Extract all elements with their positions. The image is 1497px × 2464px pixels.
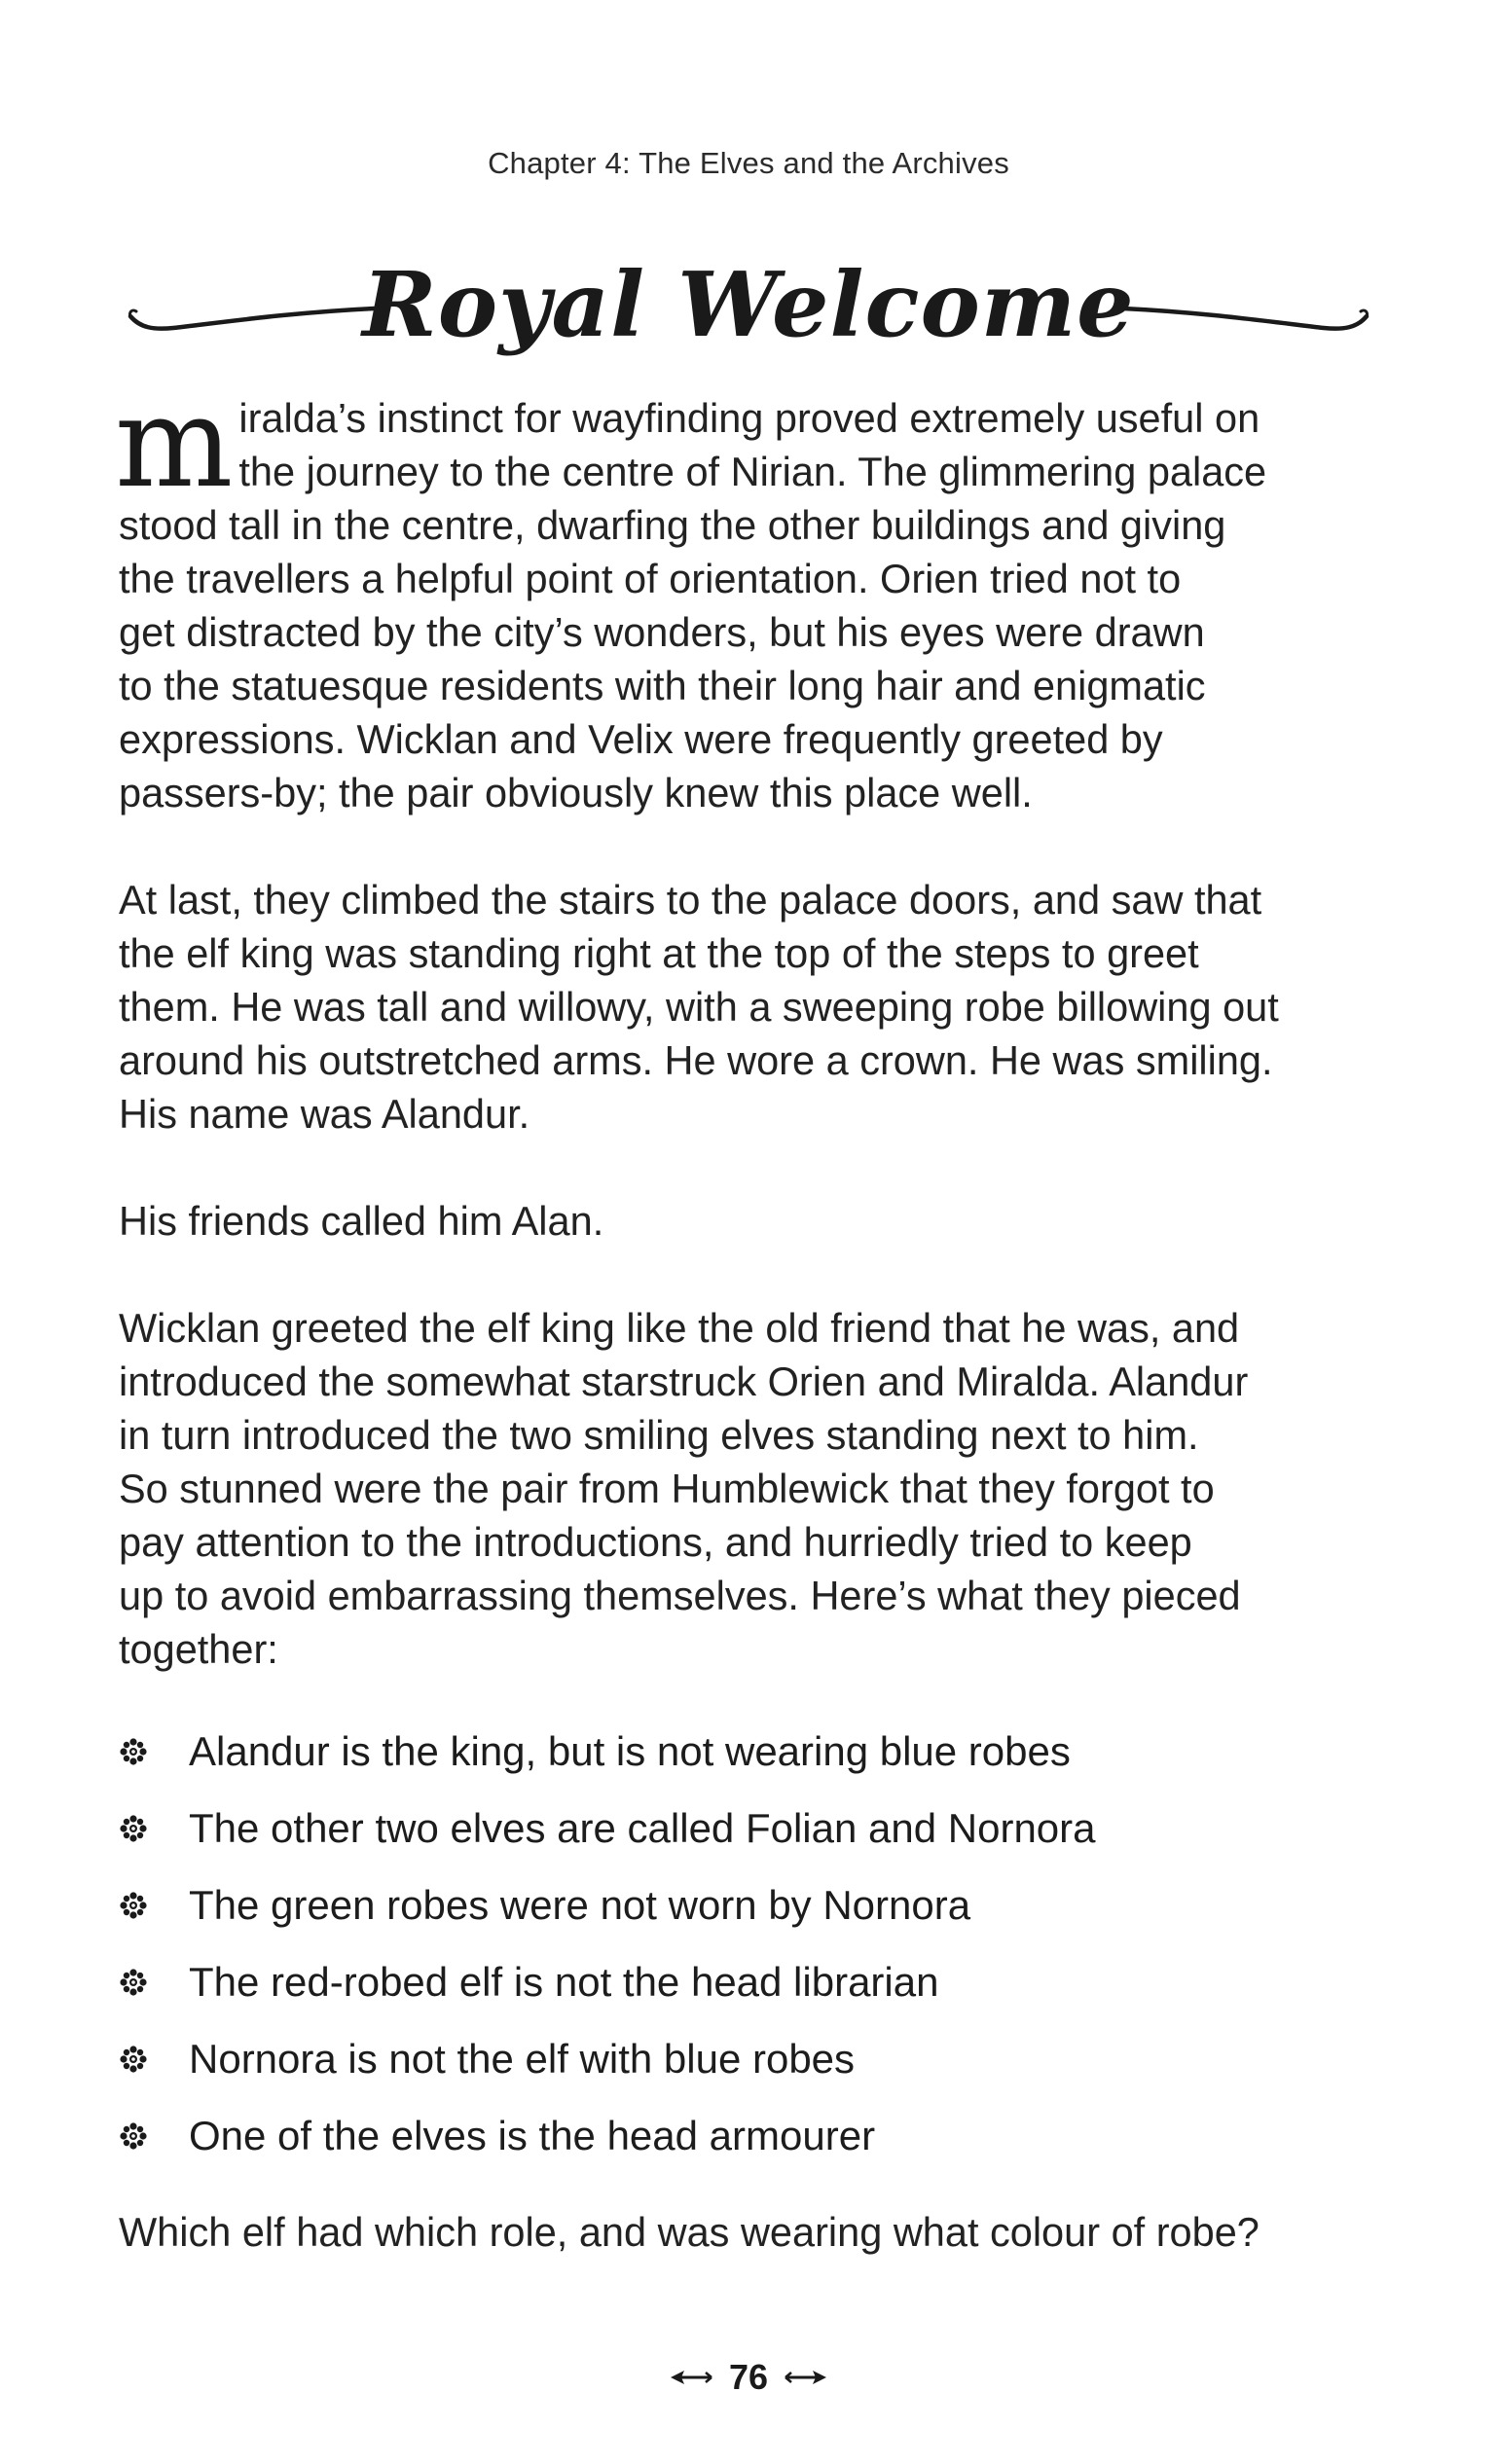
- chapter-title-block: [117, 241, 1380, 368]
- clue-text: The other two elves are called Folian and Nornora: [189, 1805, 1096, 1851]
- drop-cap: m: [115, 371, 234, 516]
- paragraph-1: [115, 371, 1384, 819]
- list-item: [119, 2020, 1384, 2097]
- clue-text: The green robes were not worn by Nornora: [189, 1882, 971, 1928]
- list-item: [119, 1790, 1384, 1866]
- page-title: Royal Welcome: [362, 252, 1135, 357]
- flower-bullet-icon: [119, 1814, 148, 1843]
- clue-text: One of the elves is the head armourer: [189, 2113, 876, 2158]
- list-item: [119, 1713, 1384, 1790]
- arrow-left-ornament-icon: [669, 2368, 713, 2387]
- list-item: [119, 1943, 1384, 2020]
- clue-list: [119, 1713, 1384, 2174]
- clue-text: Nornora is not the elf with blue robes: [189, 2036, 856, 2082]
- list-item: [119, 1866, 1384, 1943]
- clue-text: The red-robed elf is not the head librarian: [189, 1959, 939, 2005]
- list-item: [119, 2097, 1384, 2174]
- paragraph-2: At last, they climbed the stairs to the palace doors, and saw that the elf king was standing right at the top of the steps to greet them. He was tall and willowy, with a sweeping robe billowing out around his outstretched arms. He wore a crown. He was smiling. His name was Alandur.: [119, 877, 1279, 1137]
- flower-bullet-icon: [119, 1968, 148, 1997]
- running-head: Chapter 4: The Elves and the Archives: [488, 146, 1009, 180]
- flower-bullet-icon: [119, 2121, 148, 2151]
- paragraph-3: His friends called him Alan.: [119, 1198, 604, 1244]
- flourish-right-icon: [1117, 295, 1370, 334]
- flower-bullet-icon: [119, 2045, 148, 2074]
- paragraph-4: Wicklan greeted the elf king like the old friend that he was, and introduced the somewhat starstruck Orien and Miralda. Alandur in turn introduced the two smiling elves standing next to him. So stunned were the pair from Humblewick that they forgot to pay attention to the introductions, and hurriedly tried to keep up to avoid embarrassing themselves. Here’s what they pieced together:: [119, 1305, 1249, 1672]
- puzzle-question: Which elf had which role, and was wearing what colour of robe?: [119, 2209, 1260, 2255]
- arrow-right-ornament-icon: [784, 2368, 828, 2387]
- page-footer: [0, 2355, 1497, 2398]
- flower-bullet-icon: [119, 1737, 148, 1766]
- clue-text: Alandur is the king, but is not wearing blue robes: [189, 1728, 1071, 1774]
- paragraph-1-text: iralda’s instinct for wayfinding proved extremely useful on the journey to the centre of Nirian. The glimmering palace stood tall in the centre, dwarfing the other buildings and giving the travellers a helpful point of orientation. Orien tried not to get distracted by the city’s wonders, but his eyes were drawn to the statuesque residents with their long hair and enigmatic expressions. Wicklan and Velix were frequently greeted by passers-by; the pair obviously knew this place well.: [119, 395, 1267, 815]
- page-body: [115, 371, 1384, 2259]
- flower-bullet-icon: [119, 1891, 148, 1920]
- page-number: 76: [728, 2357, 769, 2398]
